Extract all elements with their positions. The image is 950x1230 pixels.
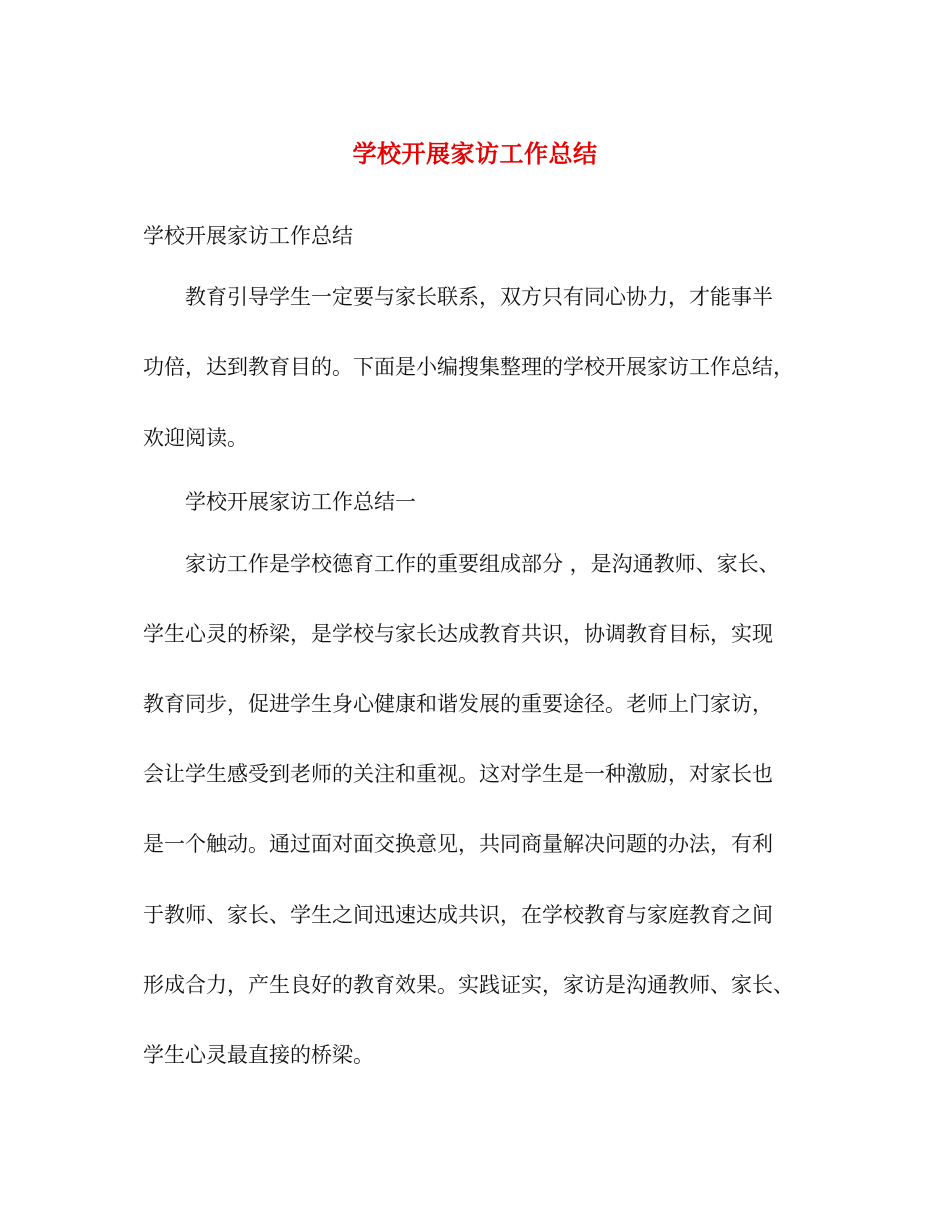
intro-line-2: 功倍，达到教育目的。下面是小编搜集整理的学校开展家访工作总结， <box>143 355 794 379</box>
document-title: 学校开展家访工作总结 <box>352 139 598 168</box>
subtitle-line: 学校开展家访工作总结 <box>143 224 353 248</box>
intro-line-3: 欢迎阅读。 <box>143 426 248 450</box>
body-line-7: 形成合力，产生良好的教育效果。实践证实，家访是沟通教师、家长、 <box>143 973 794 997</box>
body-line-4: 会让学生感受到老师的关注和重视。这对学生是一种激励，对家长也 <box>143 762 773 786</box>
body-line-2: 学生心灵的桥梁，是学校与家长达成教育共识，协调教育目标，实现 <box>143 622 773 646</box>
body-line-8: 学生心灵最直接的桥梁。 <box>143 1043 374 1067</box>
body-line-3: 教育同步，促进学生身心健康和谐发展的重要途径。老师上门家访， <box>143 692 773 716</box>
body-line-1: 家访工作是学校德育工作的重要组成部分 ，是沟通教师、家长、 <box>185 552 780 576</box>
body-line-6: 于教师、家长、学生之间迅速达成共识，在学校教育与家庭教育之间 <box>143 903 773 927</box>
section-heading: 学校开展家访工作总结一 <box>185 490 416 514</box>
body-line-5: 是一个触动。通过面对面交换意见，共同商量解决问题的办法，有利 <box>143 832 773 856</box>
intro-line-1: 教育引导学生一定要与家长联系，双方只有同心协力，才能事半 <box>185 285 773 309</box>
